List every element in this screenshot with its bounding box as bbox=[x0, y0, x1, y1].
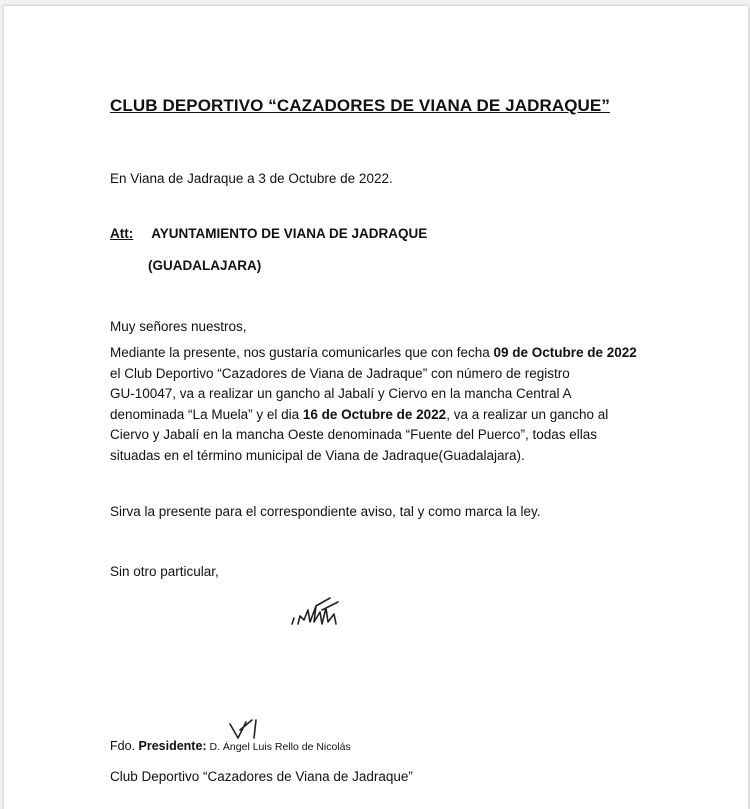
sign-off: Sin otro particular, bbox=[110, 564, 219, 579]
document-title: CLUB DEPORTIVO “CAZADORES DE VIANA DE JADRAQUE” bbox=[110, 96, 610, 115]
recipient-line-2: (GUADALAJARA) bbox=[148, 258, 262, 273]
paragraph-line: Ciervo y Jabalí en la mancha Oeste denominada “Fuente del Puerco”, todas ellas bbox=[110, 427, 598, 442]
paragraph-line bbox=[110, 405, 670, 426]
recipient-line-1: AYUNTAMIENTO DE VIANA DE JADRAQUE bbox=[151, 226, 428, 241]
signatory-role: Presidente: bbox=[138, 739, 207, 753]
place-date: En Viana de Jadraque a 3 de Octubre de 2022. bbox=[110, 171, 393, 186]
paragraph-line: GU-10047, va a realizar un gancho al Jabalí y Ciervo en la mancha Central A bbox=[110, 386, 572, 401]
handwritten-signature bbox=[286, 596, 348, 626]
highlighted-date: 16 de Octubre de 2022 bbox=[302, 406, 447, 422]
paragraph-text: denominada “La Muela” y el dia bbox=[110, 406, 303, 422]
main-paragraph bbox=[110, 343, 670, 466]
fdo-label: Fdo. bbox=[110, 739, 139, 753]
highlighted-date: 09 de Octubre de 2022 bbox=[493, 345, 637, 360]
paragraph-line: situadas en el término municipal de Viana de Jadraque(Guadalajara). bbox=[110, 447, 525, 463]
paragraph-text: , va a realizar un gancho al bbox=[446, 406, 609, 422]
salutation: Muy señores nuestros, bbox=[110, 319, 247, 334]
signatory-name: D. Ángel Luis Rello de Nicolás bbox=[206, 741, 351, 753]
att-row bbox=[110, 226, 427, 241]
closing-sentence: Sirva la presente para el correspondiente aviso, tal y como marca la ley. bbox=[110, 504, 541, 519]
paragraph-text: Mediante la presente, nos gustaría comunicarles que con fecha bbox=[110, 345, 494, 360]
club-footer: Club Deportivo “Cazadores de Viana de Jadraque” bbox=[110, 769, 413, 784]
att-label: Att: bbox=[110, 226, 134, 241]
paragraph-line bbox=[110, 343, 670, 364]
signature-line bbox=[110, 739, 351, 753]
document-page bbox=[4, 6, 748, 809]
paragraph-line: el Club Deportivo “Cazadores de Viana de Jadraque” con número de registro bbox=[110, 365, 570, 381]
